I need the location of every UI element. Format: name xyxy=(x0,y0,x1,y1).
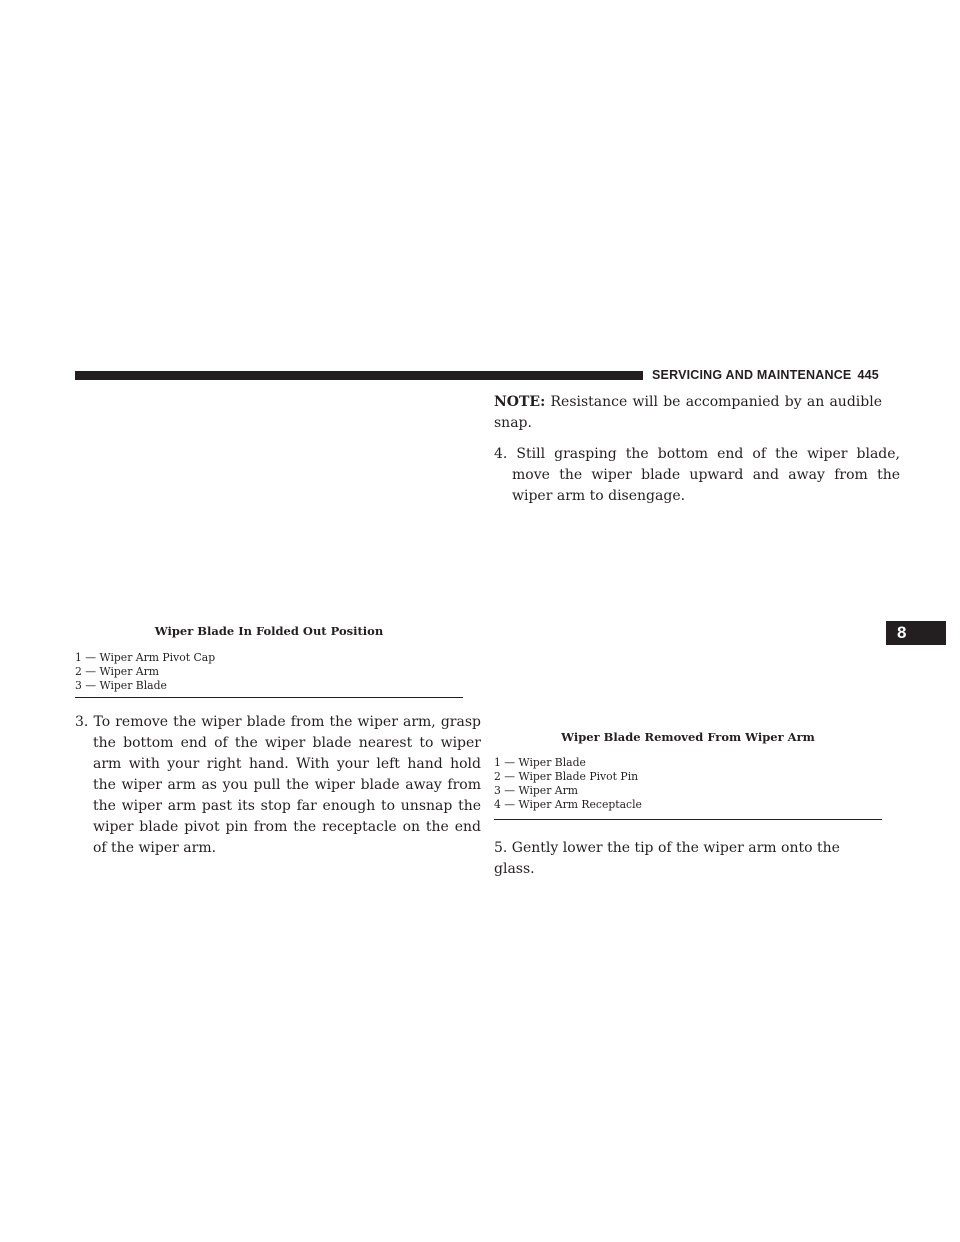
header-rule-bar xyxy=(75,371,643,380)
legend-item: 4 — Wiper Arm Receptacle xyxy=(494,798,642,811)
left-figure-legend xyxy=(75,651,463,693)
legend-item: 3 — Wiper Blade xyxy=(75,679,167,692)
left-figure-caption-block xyxy=(75,623,463,639)
note-label: NOTE: xyxy=(494,394,546,410)
legend-item: 1 — Wiper Arm Pivot Cap xyxy=(75,651,216,664)
step-5-text: 5. Gently lower the tip of the wiper arm onto the glass. xyxy=(494,840,840,877)
section-title: SERVICING AND MAINTENANCE xyxy=(652,368,852,382)
legend-item: 1 — Wiper Blade xyxy=(494,756,586,769)
legend-item: 2 — Wiper Blade Pivot Pin xyxy=(494,770,639,783)
legend-divider xyxy=(75,697,463,698)
legend-item: 3 — Wiper Arm xyxy=(494,784,578,797)
note-paragraph xyxy=(494,392,882,434)
step-3-text: 3. To remove the wiper blade from the wiper arm, grasp the bottom end of the wiper blade nearest to wiper arm with your right hand. With your left hand hold the wiper arm as you pull the wiper blade away from the wiper arm past its stop far enough to unsnap the wiper blade pivot pin from the receptacle on the end of the wiper arm. xyxy=(75,714,481,856)
note-text: Resistance will be accompanied by an audible snap. xyxy=(494,394,882,431)
step-4-text: 4. Still grasping the bottom end of the wiper blade, move the wiper blade upward and away from the wiper arm to disengage. xyxy=(494,446,900,504)
figure-caption: Wiper Blade Removed From Wiper Arm xyxy=(561,730,815,744)
figure-caption: Wiper Blade In Folded Out Position xyxy=(154,624,384,638)
running-header xyxy=(652,366,879,384)
right-figure-caption-block xyxy=(494,729,882,745)
legend-divider xyxy=(494,819,882,820)
legend-item: 2 — Wiper Arm xyxy=(75,665,159,678)
page-number: 445 xyxy=(857,368,879,382)
chapter-number: 8 xyxy=(897,623,907,642)
right-figure-legend xyxy=(494,756,882,812)
chapter-tab xyxy=(886,621,946,645)
